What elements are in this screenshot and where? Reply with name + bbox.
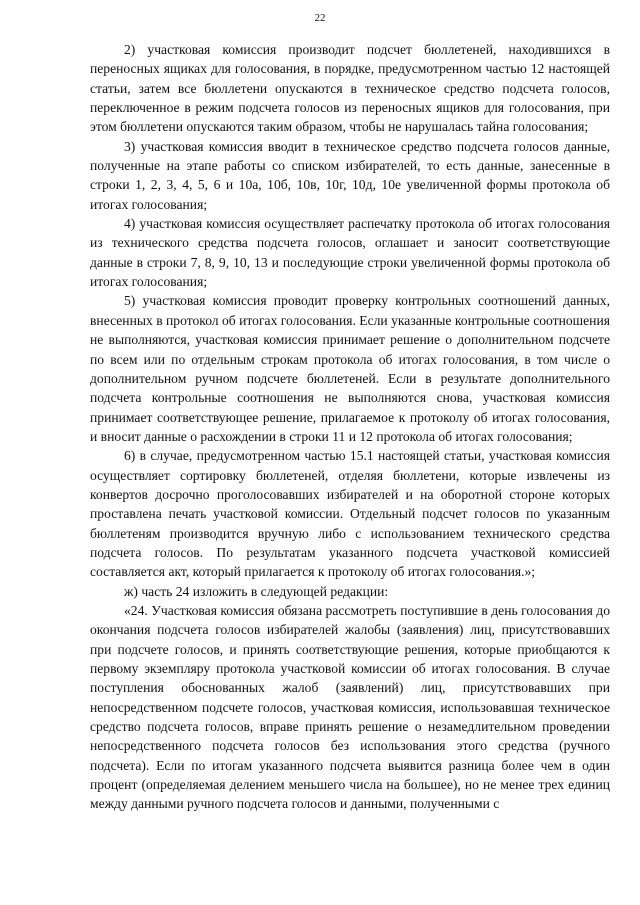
paragraph-item-5: 5) участковая комиссия проводит проверку контрольных соотношений данных, внесенных в протокол об итогах голосования. Если указанные контрольные соотношения не выполняются, участковая комиссия принимает решение о дополнительном подсчете по всем или по отдельным строкам протокола об итогах голосования, в том числе о дополнительном ручном подсчете бюллетеней. Если в результате дополнительного подсчета контрольные соотношения не выполняются снова, участковая комиссия принимает соответствующее решение, прилагаемое к протоколу об итогах голосования, и вносит данные о расхождении в строки 11 и 12 протокола об итогах голосования; [90,293,610,444]
document-body [90,40,610,814]
paragraph-item-6: 6) в случае, предусмотренном частью 15.1 настоящей статьи, участковая комиссия осуществляет сортировку бюллетеней, отделяя бюллетени, которые извлечены из конвертов досрочно проголосовавших избирателей и на оборотной стороне которых проставлена печать участковой комиссии. Отдельный подсчет голосов по указанным бюллетеням производится вручную либо с использованием технического средства подсчета голосов. По результатам указанного подсчета участковой комиссией составляется акт, который прилагается к протоколу об итогах голосования.»; [90,448,610,580]
paragraph-part-24: «24. Участковая комиссия обязана рассмотреть поступившие в день голосования до окончания подсчета голосов избирателей жалобы (заявления) лиц, присутствовавших при подсчете голосов, и принять соответствующие решения, которые приобщаются к первому экземпляру протокола участковой комиссии об итогах голосования. В случае поступления обоснованных жалоб (заявлений) лиц, присутствовавших при непосредственном подсчете голосов, участковая комиссия, использовавшая техническое средство подсчета голосов, вправе принять решение о незамедлительном проведении непосредственного подсчета голосов без использования этого средства (ручного подсчета). Если по итогам указанного подсчета выявится разница более чем в один процент (определяемая делением меньшего числа на большее), но не менее трех единиц между данными ручного подсчета голосов и данными, полученными с [90,602,610,812]
paragraph-item-2: 2) участковая комиссия производит подсчет бюллетеней, находившихся в переносных ящиках для голосования, в порядке, предусмотренном частью 12 настоящей статьи, затем все бюллетени опускаются в техническое средство подсчета голосов, переключенное в режим подсчета голосов из переносных ящиков для голосования, при этом бюллетени опускаются таким образом, чтобы не нарушалась тайна голосования; [90,42,610,135]
page-number: 22 [314,12,326,24]
paragraph-item-4: 4) участковая комиссия осуществляет распечатку протокола об итогах голосования из технического средства подсчета голосов, оглашает и заносит соответствующие данные в строки 7, 8, 9, 10, 13 и последующие строки увеличенной формы протокола об итогах голосования; [90,216,610,290]
paragraph-amendment-zh: ж) часть 24 изложить в следующей редакции: [124,583,389,599]
paragraph-item-3: 3) участковая комиссия вводит в техническое средство подсчета голосов данные, полученные на этапе работы со списком избирателей, то есть данные, занесенные в строки 1, 2, 3, 4, 5, 6 и 10а, 10б, 10в, 10г, 10д, 10е увеличенной формы протокола об итогах голосования; [90,138,610,212]
